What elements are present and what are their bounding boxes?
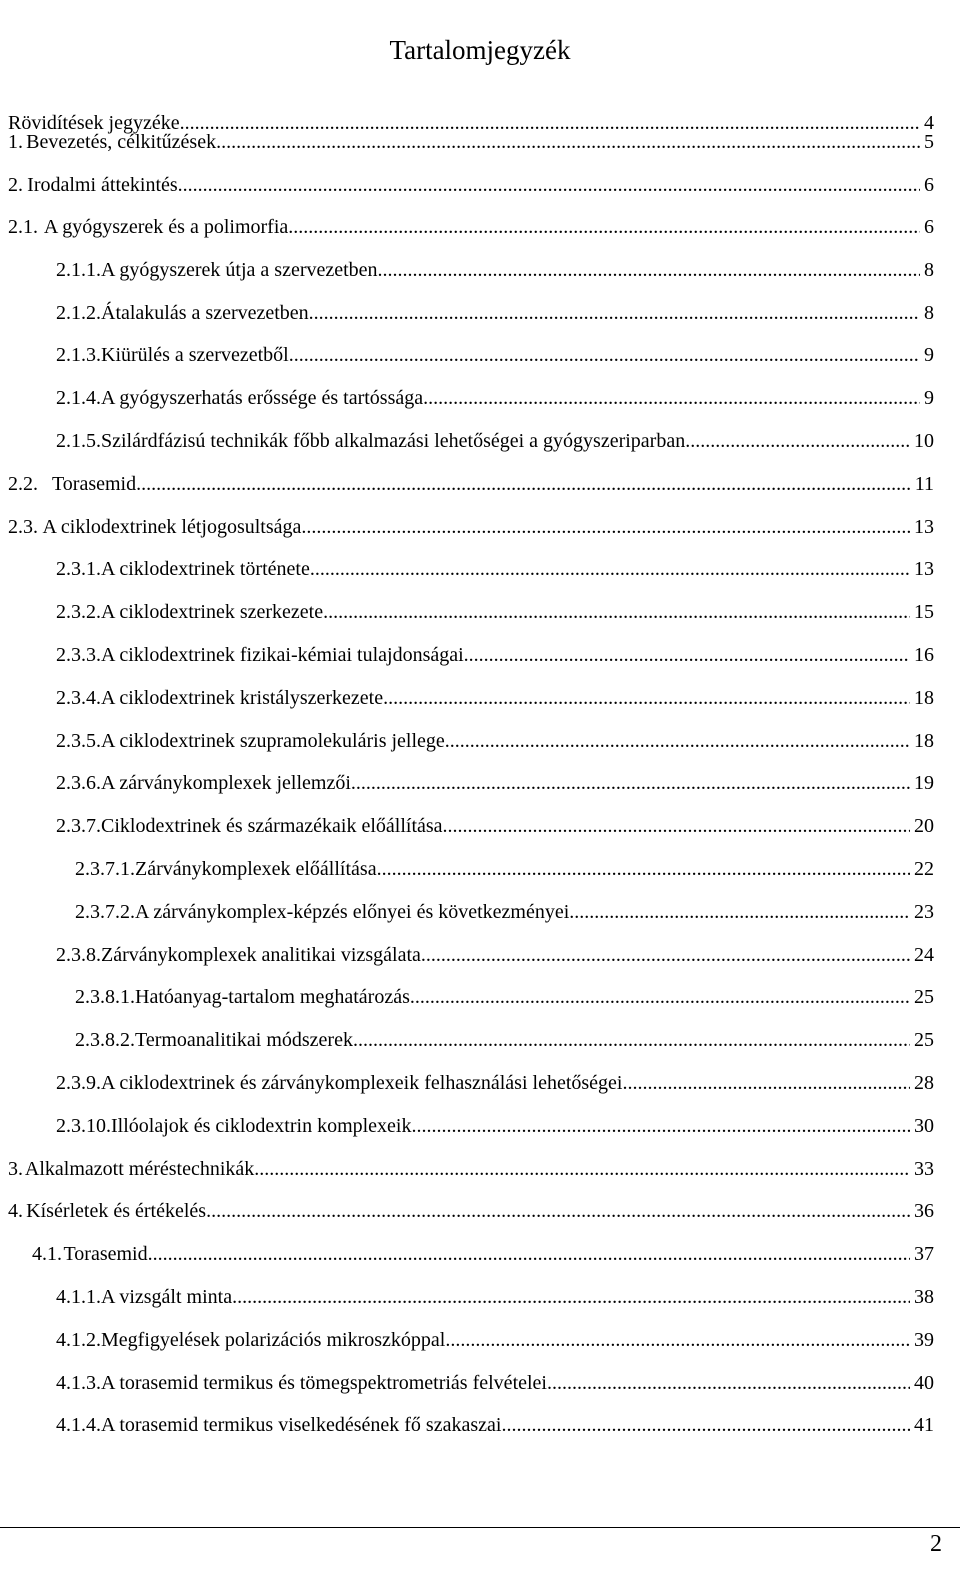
toc-entry-page: 6 xyxy=(924,216,934,238)
toc-entry-number: 2.3.2. xyxy=(56,601,101,623)
toc-entry-label: A ciklodextrinek és zárványkomplexeik felhasználási lehetőségei xyxy=(101,1072,623,1094)
toc-entry[interactable] xyxy=(56,554,934,584)
toc-leader xyxy=(377,854,910,884)
toc-entry-number: 2.3.6. xyxy=(56,772,101,794)
toc-entry[interactable] xyxy=(56,726,934,756)
toc-entry-number: 2.3.7. xyxy=(56,815,101,837)
footer-divider xyxy=(0,1527,960,1528)
toc-entry-page: 16 xyxy=(914,644,934,666)
toc-entry[interactable] xyxy=(56,640,934,670)
toc-entry[interactable] xyxy=(56,811,934,841)
toc-entry-label: A torasemid termikus és tömegspektrometriás felvételei xyxy=(101,1372,547,1394)
toc-entry[interactable] xyxy=(56,597,934,627)
toc-leader xyxy=(351,768,910,798)
toc-leader xyxy=(547,1368,910,1398)
toc-leader xyxy=(289,340,920,370)
toc-entry-label: A ciklodextrinek története xyxy=(101,558,310,580)
toc-leader xyxy=(445,1325,910,1355)
toc-entry-page: 8 xyxy=(924,302,934,324)
toc-leader xyxy=(288,212,920,242)
toc-leader xyxy=(421,940,910,970)
toc-entry[interactable] xyxy=(56,383,934,413)
toc-entry[interactable] xyxy=(56,683,934,713)
toc-entry-page: 9 xyxy=(924,344,934,366)
toc-entry-page: 18 xyxy=(914,730,934,752)
toc-leader xyxy=(443,811,910,841)
toc-entry-number: 2.3.8.1. xyxy=(75,986,135,1008)
toc-entry-label: A gyógyszerek és a polimorfia xyxy=(43,216,289,238)
toc-entry-label: Hatóanyag-tartalom meghatározás xyxy=(135,986,410,1008)
toc-entry-label: A gyógyszerhatás erőssége és tartóssága xyxy=(101,387,424,409)
toc-entry-label: Zárványkomplexek analitikai vizsgálata xyxy=(101,944,421,966)
toc-entry-number: 2.3.7.1. xyxy=(75,858,135,880)
toc-entry[interactable] xyxy=(56,1410,934,1440)
toc-entry-page: 37 xyxy=(914,1243,934,1265)
toc-leader xyxy=(301,512,910,542)
toc-entry-number: 2.3.9. xyxy=(56,1072,101,1094)
toc-entry-page: 6 xyxy=(924,174,934,196)
toc-entry[interactable] xyxy=(75,1025,934,1055)
toc-entry-number: 2.3.8. xyxy=(56,944,101,966)
toc-entry-number: 4.1. xyxy=(32,1243,62,1265)
toc-entry-page: 24 xyxy=(914,944,934,966)
toc-entry-label: A ciklodextrinek szerkezete xyxy=(101,601,324,623)
toc-entry[interactable] xyxy=(8,512,934,542)
toc-entry-page: 40 xyxy=(914,1372,934,1394)
toc-entry-label: Átalakulás a szervezetben xyxy=(101,302,309,324)
toc-entry-label: Termoanalitikai módszerek xyxy=(135,1029,353,1051)
toc-entry-label: Megfigyelések polarizációs mikroszkóppal xyxy=(101,1329,446,1351)
toc-entry-page: 4 xyxy=(924,112,934,134)
toc-entry[interactable] xyxy=(75,897,934,927)
toc-entry[interactable] xyxy=(56,255,934,285)
toc-entry-number: 2.1.2. xyxy=(56,302,101,324)
toc-entry[interactable] xyxy=(56,298,934,328)
toc-entry-number: 2.3.10. xyxy=(56,1115,111,1137)
toc-entry-number: 2.3. xyxy=(8,516,38,538)
toc-entry-label: Zárványkomplexek előállítása xyxy=(135,858,377,880)
toc-entry-number: 4.1.4. xyxy=(56,1414,101,1436)
toc-entry-page: 39 xyxy=(914,1329,934,1351)
toc-entry-page: 28 xyxy=(914,1072,934,1094)
toc-entry-number: 2.1.5. xyxy=(56,430,101,452)
toc-entry-number: 2.2. xyxy=(8,473,38,495)
toc-entry-number: 2. xyxy=(8,174,23,196)
toc-entry-page: 25 xyxy=(914,986,934,1008)
toc-entry[interactable] xyxy=(56,768,934,798)
toc-entry-number: 2.3.7.2. xyxy=(75,901,135,923)
toc-entry-label: Kiürülés a szervezetből xyxy=(101,344,289,366)
toc-entry-page: 30 xyxy=(914,1115,934,1137)
toc-entry-page: 23 xyxy=(914,901,934,923)
toc-entry-page: 18 xyxy=(914,687,934,709)
toc-entry[interactable] xyxy=(8,170,934,200)
toc-entry-number: 2.3.8.2. xyxy=(75,1029,135,1051)
toc-leader xyxy=(148,1239,910,1269)
toc-leader xyxy=(136,469,911,499)
toc-entry[interactable] xyxy=(56,940,934,970)
toc-entry[interactable] xyxy=(8,469,934,499)
toc-entry-number: 2.3.4. xyxy=(56,687,101,709)
toc-entry[interactable] xyxy=(75,854,934,884)
toc-entry[interactable] xyxy=(75,982,934,1012)
toc-entry-label: Ciklodextrinek és származékaik előállítása xyxy=(101,815,443,837)
toc-entry[interactable] xyxy=(56,1368,934,1398)
toc-entry-page: 36 xyxy=(914,1200,934,1222)
toc-entry[interactable] xyxy=(56,1068,934,1098)
toc-entry-number: 2.1.3. xyxy=(56,344,101,366)
toc-leader xyxy=(622,1068,910,1098)
toc-entry-label: A gyógyszerek útja a szervezetben xyxy=(101,259,378,281)
toc-entry-number: 2.3.5. xyxy=(56,730,101,752)
toc-entry-label: A ciklodextrinek szupramolekuláris jellege xyxy=(101,730,445,752)
toc-entry[interactable] xyxy=(56,426,934,456)
toc-entry-label: Alkalmazott méréstechnikák xyxy=(24,1158,255,1180)
toc-entry-number: 2.1.1. xyxy=(56,259,101,281)
toc-entry[interactable] xyxy=(8,212,934,242)
toc-entry-page: 13 xyxy=(914,516,934,538)
toc-entry-page: 10 xyxy=(914,430,934,452)
toc-leader xyxy=(232,1282,910,1312)
toc-entry-label: Torasemid xyxy=(63,1243,148,1265)
toc-entry-page: 9 xyxy=(924,387,934,409)
toc-entry[interactable] xyxy=(56,1282,934,1312)
toc-entry[interactable] xyxy=(56,340,934,370)
toc-leader xyxy=(501,1410,910,1440)
toc-entry-page: 20 xyxy=(914,815,934,837)
page-number: 2 xyxy=(930,1531,942,1557)
toc-entry-number: 3. xyxy=(8,1158,23,1180)
toc-entry-label: A torasemid termikus viselkedésének fő szakaszai xyxy=(101,1414,502,1436)
toc-leader xyxy=(445,726,910,756)
toc-entry-number: 2.1.4. xyxy=(56,387,101,409)
toc-entry-label: A ciklodextrinek kristályszerkezete xyxy=(101,687,384,709)
toc-entry-number: 2.3.3. xyxy=(56,644,101,666)
toc-leader xyxy=(216,127,920,157)
toc-entry-label: A ciklodextrinek létjogosultsága xyxy=(42,516,302,538)
toc-entry[interactable] xyxy=(8,1196,934,1226)
toc-entry[interactable] xyxy=(32,1239,934,1269)
toc-entry-page: 11 xyxy=(914,473,934,495)
toc-entry-number: 4.1.3. xyxy=(56,1372,101,1394)
toc-entry-label: Szilárdfázisú technikák főbb alkalmazási lehetőségei a gyógyszeriparban xyxy=(101,430,686,452)
toc-entry-number: 4.1.2. xyxy=(56,1329,101,1351)
toc-entry-page: 19 xyxy=(914,772,934,794)
toc-entry[interactable] xyxy=(56,1111,934,1141)
toc-leader xyxy=(423,383,920,413)
toc-entry-label: Rövidítések jegyzéke xyxy=(8,112,180,134)
toc-entry-page: 41 xyxy=(914,1414,934,1436)
toc-entry-label: Bevezetés, célkitűzések xyxy=(26,131,217,153)
toc-entry[interactable] xyxy=(8,1154,934,1184)
toc-entry-label: Illóolajok és ciklodextrin komplexeik xyxy=(111,1115,412,1137)
toc-leader xyxy=(254,1154,910,1184)
toc-entry[interactable] xyxy=(8,127,934,157)
toc-entry-number: 1. xyxy=(8,131,23,153)
toc-leader xyxy=(378,255,920,285)
toc-leader xyxy=(323,597,910,627)
page-title: Tartalomjegyzék xyxy=(389,35,571,65)
toc-leader xyxy=(464,640,910,670)
toc-entry-label: Kísérletek és értékelés xyxy=(26,1200,207,1222)
toc-entry-label: A zárványkomplexek jellemzői xyxy=(101,772,351,794)
toc-entry-number: 2.3.1. xyxy=(56,558,101,580)
toc-entry-label: A ciklodextrinek fizikai-kémiai tulajdonságai xyxy=(101,644,464,666)
toc-leader xyxy=(310,554,910,584)
toc-entry-page: 8 xyxy=(924,259,934,281)
toc-leader xyxy=(410,982,910,1012)
toc-entry-page: 38 xyxy=(914,1286,934,1308)
toc-leader xyxy=(412,1111,911,1141)
toc-leader xyxy=(309,298,920,328)
toc-entry-number: 2.1. xyxy=(8,216,38,238)
toc-entry-number: 4. xyxy=(8,1200,23,1222)
toc-entry-label: A vizsgált minta xyxy=(101,1286,233,1308)
toc-leader xyxy=(178,170,920,200)
toc-entry-page: 15 xyxy=(914,601,934,623)
toc-entry-label: A zárványkomplex-képzés előnyei és következményei xyxy=(135,901,570,923)
toc-entry-label: Irodalmi áttekintés xyxy=(27,174,178,196)
toc-entry-number: 4.1.1. xyxy=(56,1286,101,1308)
toc-leader xyxy=(353,1025,910,1055)
toc-entry-label: Torasemid xyxy=(51,473,137,495)
toc-entry-page: 25 xyxy=(914,1029,934,1051)
toc-entry-page: 13 xyxy=(914,558,934,580)
toc-entry-page: 33 xyxy=(914,1158,934,1180)
toc-leader xyxy=(685,426,910,456)
toc-entry-page: 5 xyxy=(924,131,934,153)
toc-leader xyxy=(206,1196,910,1226)
toc-leader xyxy=(569,897,910,927)
toc-leader xyxy=(383,683,910,713)
toc-entry-page: 22 xyxy=(914,858,934,880)
toc-entry[interactable] xyxy=(56,1325,934,1355)
